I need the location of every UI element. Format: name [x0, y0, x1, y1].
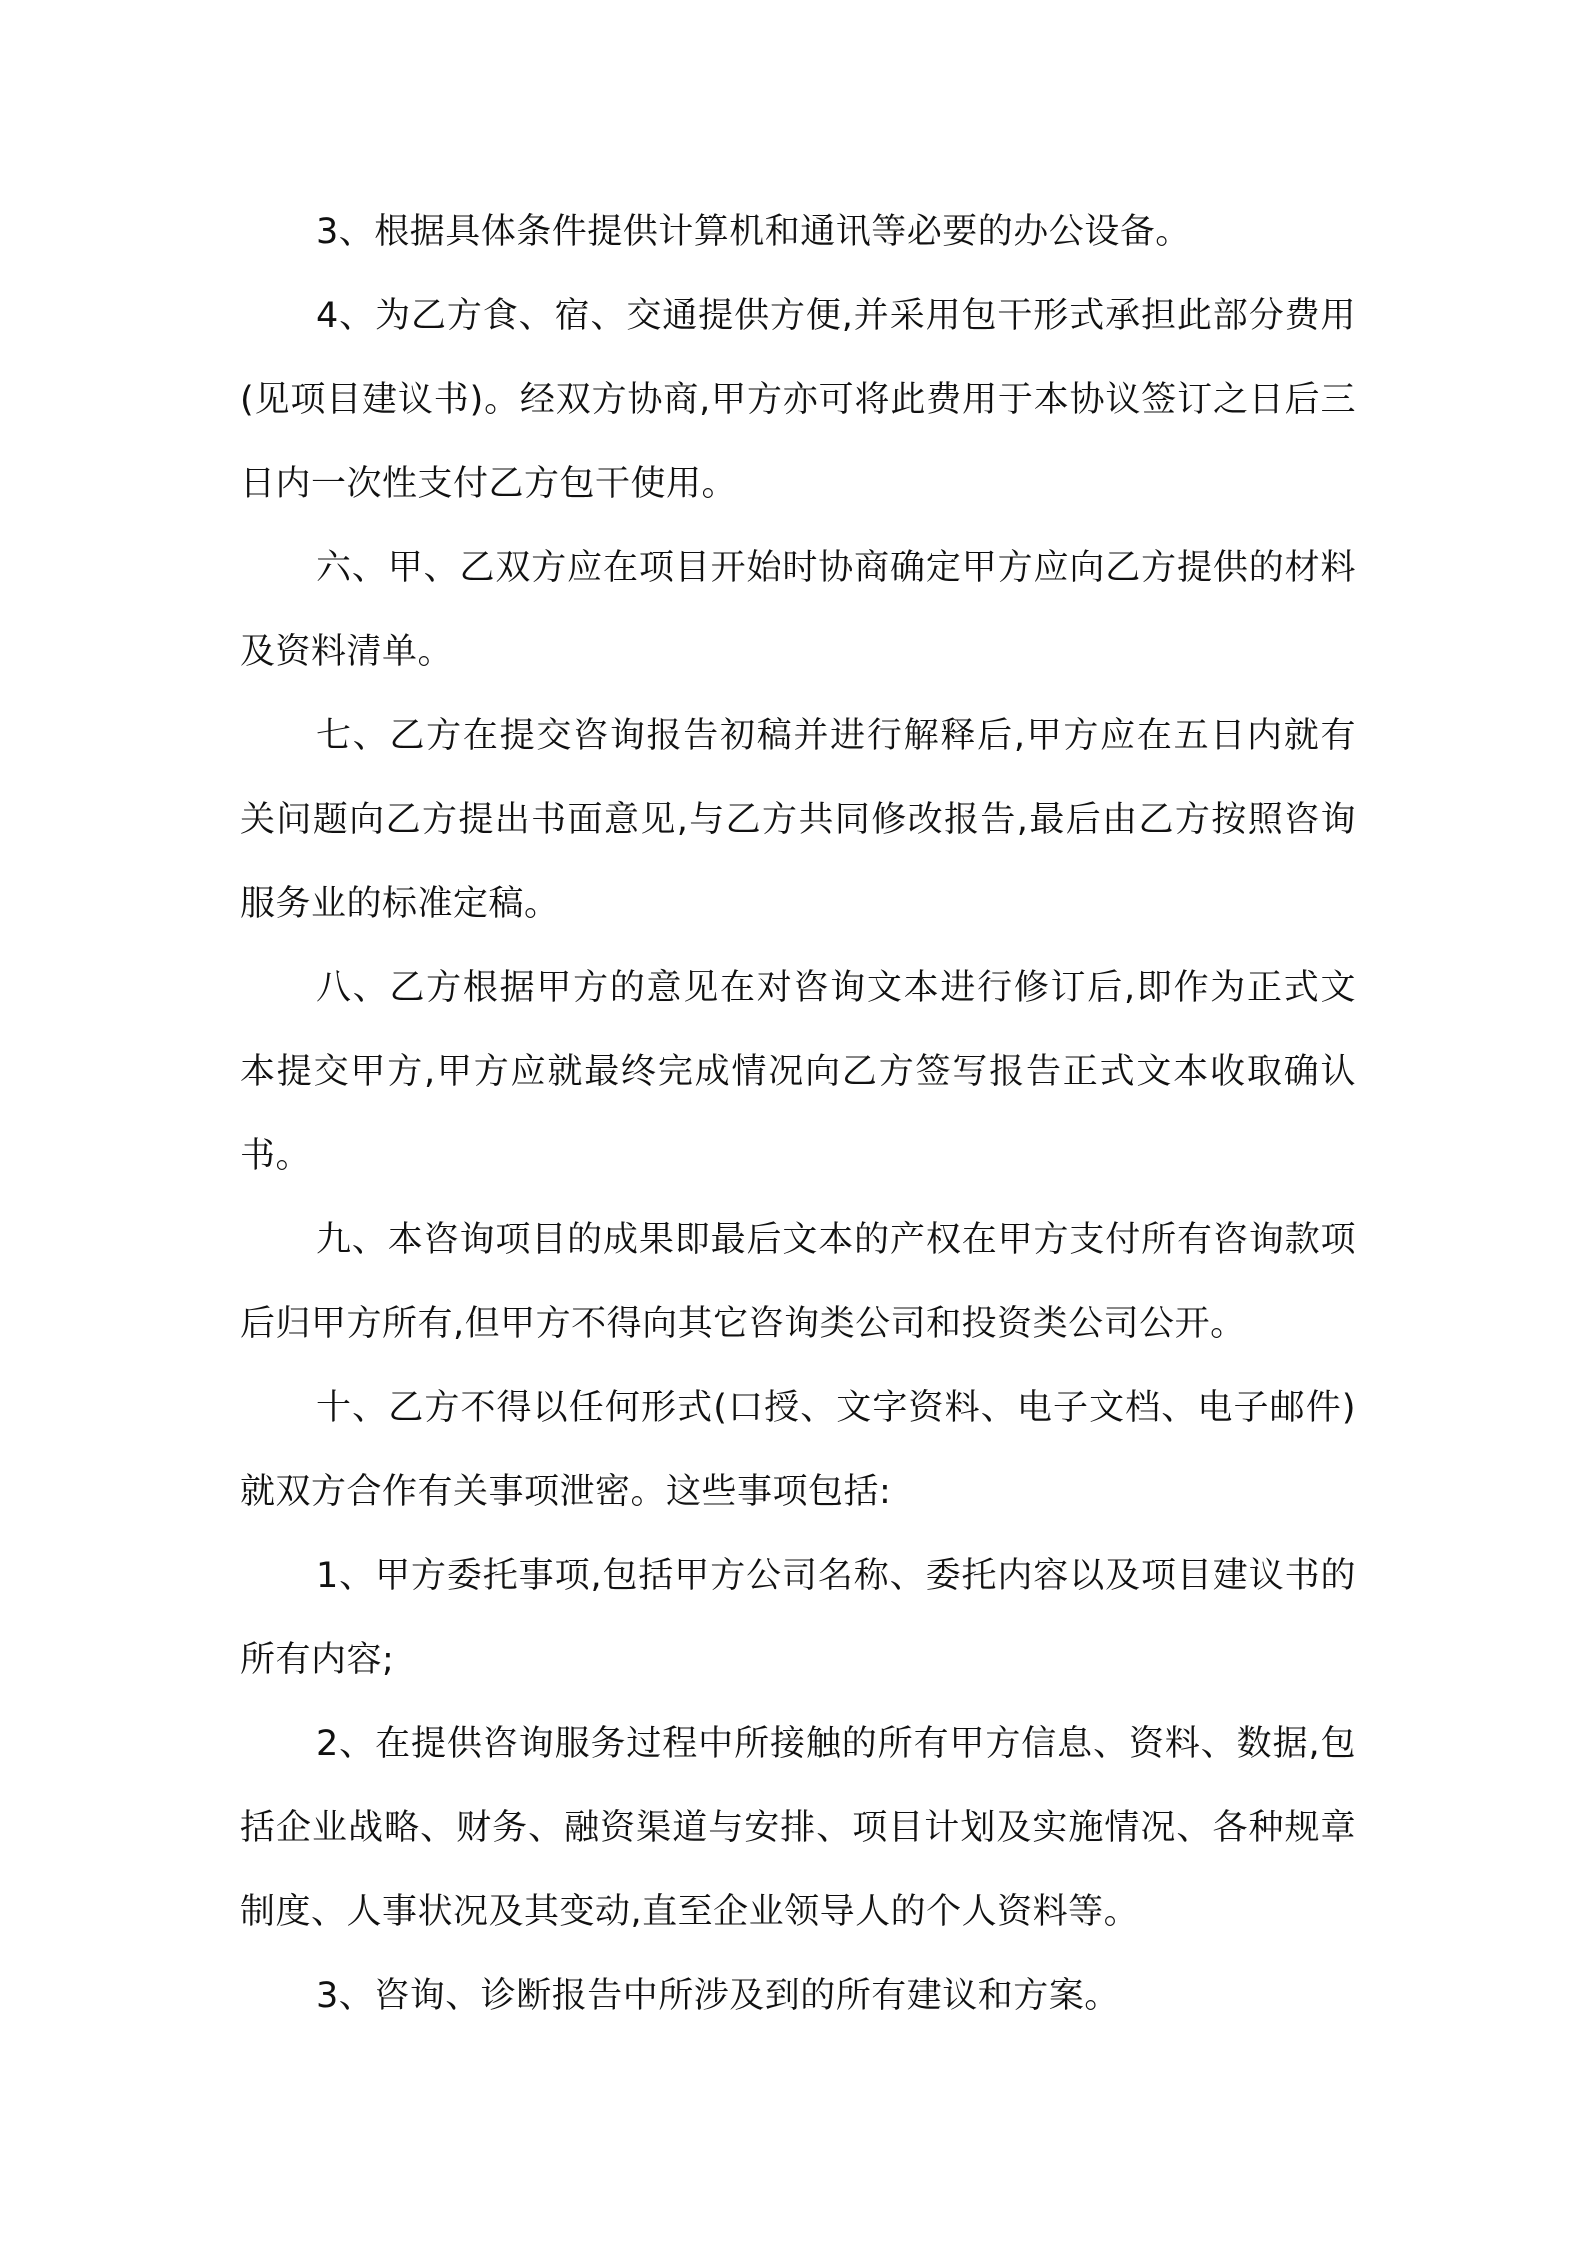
paragraph-2: 4、为乙方食、宿、交通提供方便,并采用包干形式承担此部分费用(见项目建议书)。经双方协商,甲方亦可将此费用于本协议签订之日后三日内一次性支付乙方包干使用。: [240, 296, 1356, 504]
paragraph-3: 六、甲、乙双方应在项目开始时协商确定甲方应向乙方提供的材料及资料清单。: [240, 548, 1356, 672]
paragraph-10: 3、咨询、诊断报告中所涉及到的所有建议和方案。: [316, 1976, 1120, 2016]
paragraph-5: 八、乙方根据甲方的意见在对咨询文本进行修订后,即作为正式文本提交甲方,甲方应就最终完成情况向乙方签写报告正式文本收取确认书。: [240, 968, 1356, 1176]
paragraph-4: 七、乙方在提交咨询报告初稿并进行解释后,甲方应在五日内就有关问题向乙方提出书面意见,与乙方共同修改报告,最后由乙方按照咨询服务业的标准定稿。: [240, 716, 1356, 924]
paragraph-7: 十、乙方不得以任何形式(口授、文字资料、电子文档、电子邮件)就双方合作有关事项泄密。这些事项包括:: [240, 1388, 1356, 1512]
paragraph-9: 2、在提供咨询服务过程中所接触的所有甲方信息、资料、数据,包括企业战略、财务、融资渠道与安排、项目计划及实施情况、各种规章制度、人事状况及其变动,直至企业领导人的个人资料等。: [240, 1724, 1356, 1932]
paragraph-6: 九、本咨询项目的成果即最后文本的产权在甲方支付所有咨询款项后归甲方所有,但甲方不得向其它咨询类公司和投资类公司公开。: [240, 1220, 1356, 1344]
paragraph-1: 3、根据具体条件提供计算机和通讯等必要的办公设备。: [316, 212, 1191, 252]
paragraph-8: 1、甲方委托事项,包括甲方公司名称、委托内容以及项目建议书的所有内容;: [240, 1556, 1356, 1680]
document-body: [240, 190, 1356, 2038]
